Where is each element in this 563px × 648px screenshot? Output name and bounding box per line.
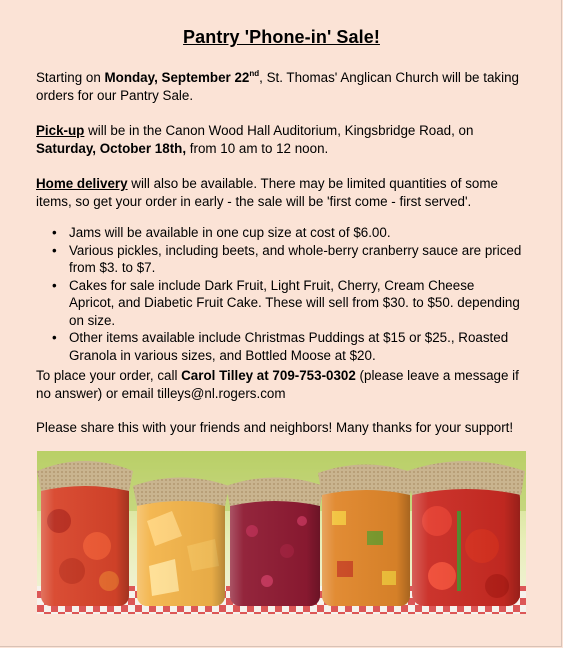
list-item: [52, 224, 522, 242]
intro-paragraph: [36, 69, 526, 105]
jar-berry-jam: [226, 478, 324, 607]
jar-peaches: [133, 478, 229, 607]
page-title: Pantry 'Phone-in' Sale!: [183, 27, 380, 47]
list-item-text: Cakes for sale include Dark Fruit, Light Fruit, Cherry, Cream Cheese Apricot, and Diabetic Fruit Cake. These will sell from $30. to $50. depending on size.: [69, 277, 520, 328]
preserves-jars-photo: [37, 451, 526, 614]
delivery-label: Home delivery: [36, 176, 128, 191]
list-item-text: Various pickles, including beets, and whole-berry cranberry sauce are priced from $3. to $7.: [69, 242, 522, 275]
intro-date: [104, 70, 259, 85]
bullet-icon: •: [52, 330, 57, 345]
list-item: [52, 242, 522, 277]
jar-red-peppers: [37, 461, 133, 606]
pickup-paragraph: [36, 122, 526, 158]
pickup-date: Saturday, October 18th,: [36, 141, 187, 156]
jar-tomatoes: [407, 461, 525, 606]
list-item-text: Other items available include Christmas Puddings at $15 or $25., Roasted Granola in various sizes, and Bottled Moose at $20.: [69, 330, 509, 363]
bullet-icon: •: [52, 225, 57, 240]
order-contact: Carol Tilley at 709-753-0302: [181, 368, 356, 383]
items-list: [52, 224, 522, 364]
pickup-text-2: from 10 am to 12 noon.: [186, 141, 329, 156]
bullet-icon: •: [52, 242, 57, 258]
list-item: [52, 329, 522, 364]
intro-date-day: Monday, September 22: [104, 70, 250, 85]
share-paragraph: Please share this with your friends and neighbors! Many thanks for your support!: [36, 420, 514, 435]
order-text-2: (please leave a message if no answer) or email tilleys@nl.rogers.com: [36, 368, 519, 401]
intro-date-suffix: nd: [249, 68, 260, 78]
order-text-1: To place your order, call: [36, 368, 182, 383]
list-item: [52, 277, 522, 330]
bullet-icon: •: [52, 277, 57, 293]
pickup-text-1: will be in the Canon Wood Hall Auditorium, Kingsbridge Road, on: [84, 123, 474, 138]
delivery-text: will also be available. There may be limited quantities of some items, so get your order in early - the sale will be 'first come - first served'.: [36, 176, 498, 209]
order-paragraph: [36, 367, 526, 403]
jar-mixed-vegetables: [318, 465, 414, 607]
intro-text-2: , St. Thomas' Anglican Church will be taking orders for our Pantry Sale.: [36, 70, 519, 103]
pickup-label: Pick-up: [36, 123, 85, 138]
list-item-text: Jams will be available in one cup size at cost of $6.00.: [69, 225, 391, 240]
intro-text-1: Starting on: [36, 70, 105, 85]
delivery-paragraph: [36, 175, 526, 211]
